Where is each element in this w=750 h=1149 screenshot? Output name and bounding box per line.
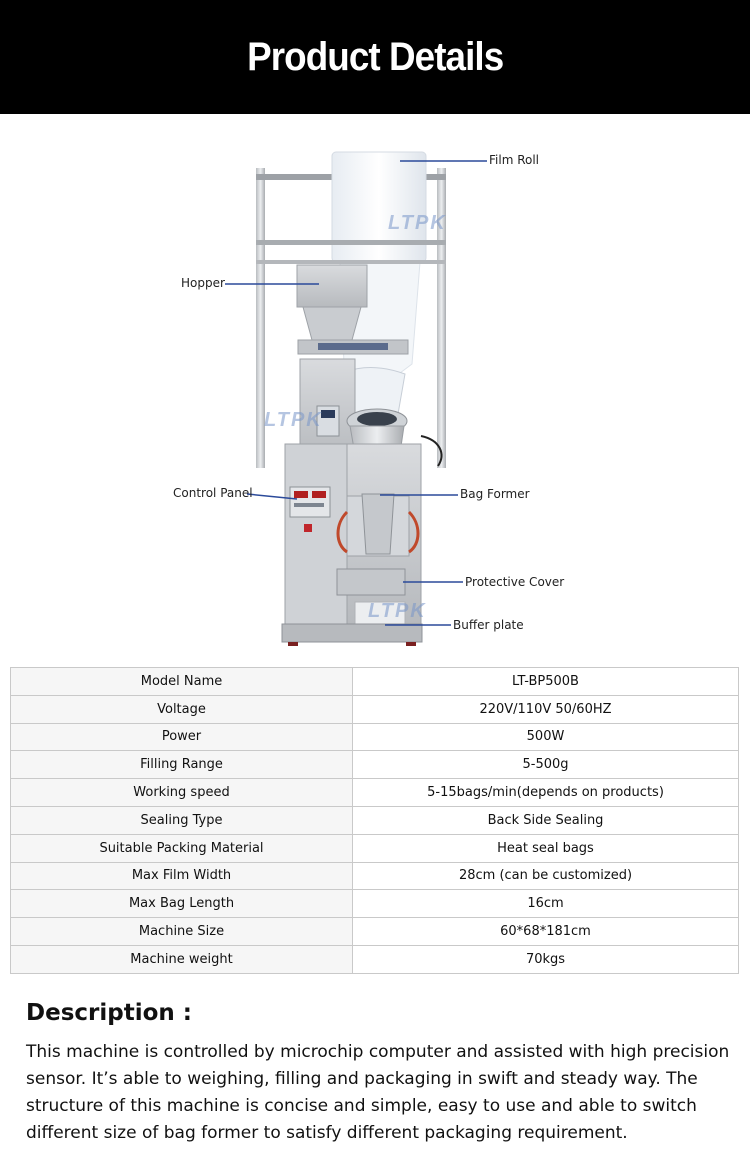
spec-label: Machine Size	[11, 918, 353, 946]
table-row	[11, 779, 739, 807]
callout-bag-former: Bag Former	[460, 487, 530, 501]
spec-label: Power	[11, 723, 353, 751]
table-row	[11, 751, 739, 779]
description-text: This machine is controlled by microchip computer and assisted with high precision sensor. It’s able to weighing, filling and packaging in swift and steady way. The structure of this machine is concise and simple, easy to use and able to switch different size of bag former to satisfy different packaging requirement.	[26, 1042, 730, 1143]
header-banner	[0, 0, 750, 114]
spec-label: Working speed	[11, 779, 353, 807]
spec-value: 5-500g	[353, 751, 739, 779]
spec-label: Filling Range	[11, 751, 353, 779]
spec-value: 70kgs	[353, 945, 739, 973]
page-title: Product Details	[246, 34, 504, 79]
spec-value: 500W	[353, 723, 739, 751]
table-row	[11, 723, 739, 751]
callout-buffer-plate: Buffer plate	[453, 618, 524, 632]
table-row	[11, 695, 739, 723]
table-row	[11, 890, 739, 918]
spec-label: Suitable Packing Material	[11, 834, 353, 862]
callout-hopper: Hopper	[181, 276, 225, 290]
table-row	[11, 945, 739, 973]
hopper	[297, 265, 367, 307]
spec-label: Voltage	[11, 695, 353, 723]
table-row	[11, 668, 739, 696]
watermark-logo: LTPK	[388, 212, 447, 234]
spec-value: 16cm	[353, 890, 739, 918]
spec-value: 5-15bags/min(depends on products)	[353, 779, 739, 807]
spec-label: Machine weight	[11, 945, 353, 973]
callout-control-panel: Control Panel	[173, 486, 253, 500]
spec-label: Sealing Type	[11, 806, 353, 834]
callout-protective-cover: Protective Cover	[465, 575, 565, 589]
spec-value: 220V/110V 50/60HZ	[353, 695, 739, 723]
film-roll	[332, 152, 426, 262]
table-row	[11, 862, 739, 890]
spec-label: Max Bag Length	[11, 890, 353, 918]
spec-value: Back Side Sealing	[353, 806, 739, 834]
table-row	[11, 806, 739, 834]
machine-figure	[0, 114, 750, 666]
spec-label: Model Name	[11, 668, 353, 696]
description-heading: Description :	[26, 1000, 192, 1026]
watermark-logo: LTPK	[264, 409, 323, 431]
table-row	[11, 834, 739, 862]
machine-illustration	[0, 114, 750, 666]
spec-value: LT-BP500B	[353, 668, 739, 696]
table-row	[11, 918, 739, 946]
callout-film-roll: Film Roll	[489, 153, 540, 167]
spec-value: 28cm (can be customized)	[353, 862, 739, 890]
spec-label: Max Film Width	[11, 862, 353, 890]
spec-value: Heat seal bags	[353, 834, 739, 862]
watermark-logo: LTPK	[368, 600, 427, 622]
spec-table	[10, 667, 739, 974]
protective-cover	[337, 569, 405, 595]
spec-value: 60*68*181cm	[353, 918, 739, 946]
